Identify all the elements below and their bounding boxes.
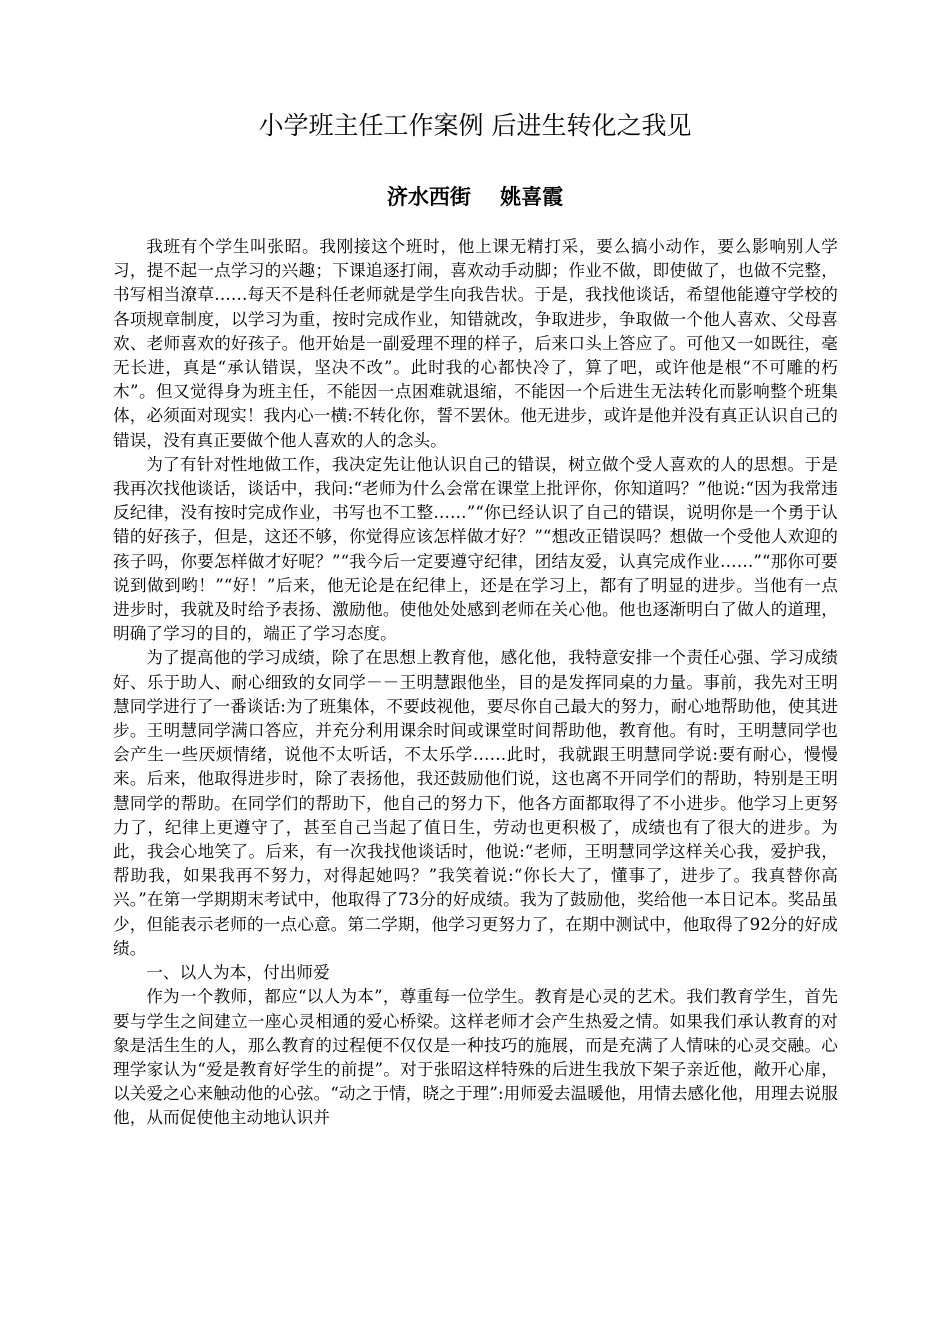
paragraph: 作为一个教师，都应“以人为本”，尊重每一位学生。教育是心灵的艺术。我们教育学生，首先要与学生之间建立一座心灵相通的爱心桥梁。这样老师才会产生热爱之情。如果我们承认教育的对象是活生生的人，那么教育的过程便不仅仅是一种技巧的施展，而是充满了人情味的心灵交融。心理学家认为“爱是教育好学生的前提”。对于张昭这样特殊的后进生我放下架子亲近他，敞开心扉，以关爱之心来触动他的心弦。“动之于情，晓之于理”:用师爱去温暖他，用情去感化他，用理去说服他，从而促使他主动地认识并	[113, 987, 838, 1128]
document-title: 小学班主任工作案例 后进生转化之我见	[258, 111, 692, 140]
section-heading: 一、以人为本，付出师爱	[146, 963, 330, 983]
paragraph: 为了提高他的学习成绩，除了在思想上教育他，感化他，我特意安排一个责任心强、学习成绩好、乐于助人、耐心细致的女同学－－王明慧跟他坐，目的是发挥同桌的力量。事前，我先对王明慧同学进行了一番谈话:为了班集体，不要歧视他，要尽你自己最大的努力，耐心地帮助他，使其进步。王明慧同学满口答应，并充分利用课余时间或课堂时间帮助他，教育他。有时，王明慧同学也会产生一些厌烦情绪，说他不太听话，不太乐学……此时，我就跟王明慧同学说:要有耐心，慢慢来。后来，他取得进步时，除了表扬他，我还鼓励他们说，这也离不开同学们的帮助，特别是王明慧同学的帮助。在同学们的帮助下，他自己的努力下，他各方面都取得了不小进步。他学习上更努力了，纪律上更遵守了，甚至自己当起了值日生，劳动也更积极了，成绩也有了很大的进步。为此，我会心地笑了。后来，有一次我找他谈话时，他说:“老师，王明慧同学这样关心我，爱护我，帮助我，如果我再不努力，对得起她吗？”我笑着说:“你长大了，懂事了，进步了。我真替你高兴。”在第一学期期末考试中，他取得了73分的好成绩。我为了鼓励他，奖给他一本日记本。奖品虽少，但能表示老师的一点心意。第二学期，他学习更努力了，在期中测试中，他取得了92分的好成绩。	[113, 648, 838, 958]
document-body	[113, 235, 838, 1131]
paragraph: 我班有个学生叫张昭。我刚接这个班时，他上课无精打采，要么搞小动作，要么影响别人学习，提不起一点学习的兴趣；下课追逐打闹，喜欢动手动脚；作业不做，即使做了，也做不完整，书写相当潦草……每天不是科任老师就是学生向我告状。于是，我找他谈话，希望他能遵守学校的各项规章制度，以学习为重，按时完成作业，知错就改，争取进步，争取做一个他人喜欢、父母喜欢、老师喜欢的好孩子。他开始是一副爱理不理的样子，后来口头上答应了。可他又一如既往，毫无长进，真是“承认错误，坚决不改”。此时我的心都快冷了，算了吧，或许他是根“不可雕的朽木”。但又觉得身为班主任，不能因一点困难就退缩，不能因一个后进生无法转化而影响整个班集体，必须面对现实！我内心一横:不转化你，誓不罢休。他无进步，或许是他并没有真正认识自己的错误，没有真正要做个他人喜欢的人的念头。	[113, 237, 838, 450]
author-line: 济水西街 姚喜霞	[386, 185, 564, 209]
paragraph: 为了有针对性地做工作，我决定先让他认识自己的错误，树立做个受人喜欢的人的思想。于是我再次找他谈话，谈话中，我问:“老师为什么会常在课堂上批评你，你知道吗？”他说:“因为我常违反纪律，没有按时完成作业，书写也不工整……”“你已经认识了自己的错误，说明你是一个勇于认错的好孩子，但是，这还不够，你觉得应该怎样做才好？”“想改正错误吗？想做一个受他人欢迎的孩子吗，你要怎样做才好呢？”“我今后一定要遵守纪律，团结友爱，认真完成作业……”“那你可要说到做到哟！”“好！”后来，他无论是在纪律上，还是在学习上，都有了明显的进步。当他有一点进步时，我就及时给予表扬、激励他。使他处处感到老师在关心他。他也逐渐明白了做人的道理，明确了学习的目的，端正了学习态度。	[113, 454, 838, 644]
